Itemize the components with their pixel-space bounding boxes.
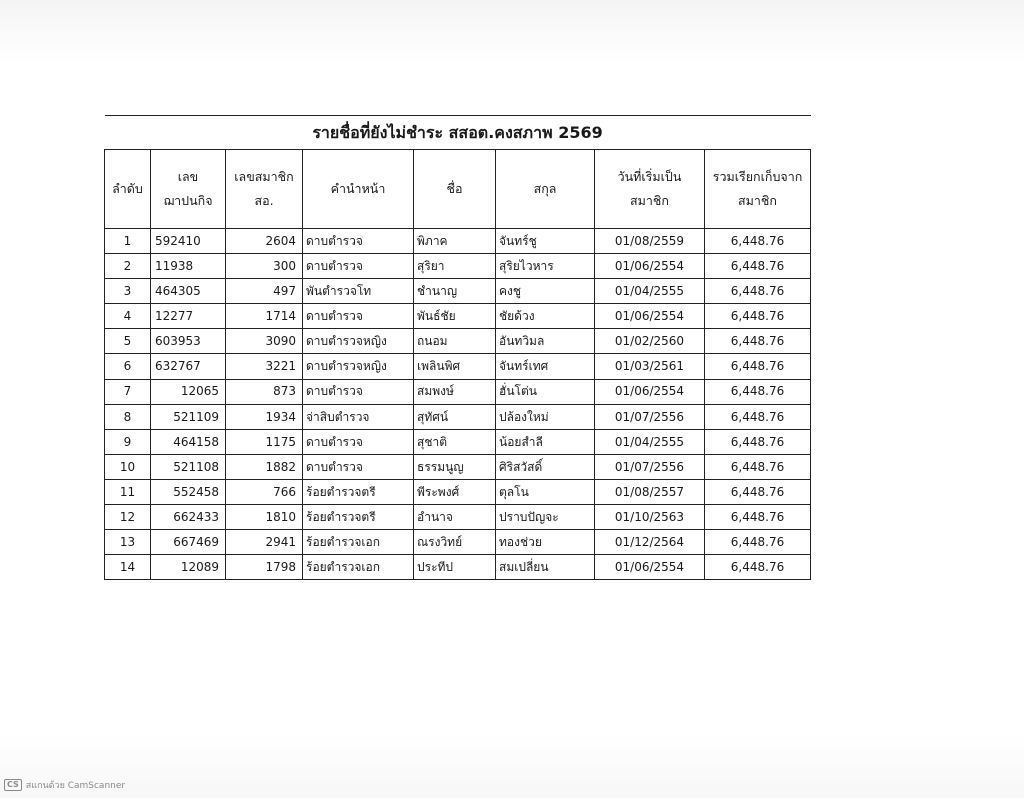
cell-last-name: ปราบปัญจะ xyxy=(496,505,595,530)
cell-rank: ดาบตำรวจหญิง xyxy=(303,329,414,354)
cell-first-name: ชำนาญ xyxy=(414,279,496,304)
table-row xyxy=(105,304,811,329)
table-row xyxy=(105,329,811,354)
table-title: รายชื่อที่ยังไม่ชำระ สสอต.คงสภาพ 2569 xyxy=(105,116,811,150)
table-row xyxy=(105,379,811,404)
cell-member: 1175 xyxy=(226,429,303,454)
cell-member: 1810 xyxy=(226,505,303,530)
header-index: ลำดับ xyxy=(105,150,151,229)
cell-first-name: ถนอม xyxy=(414,329,496,354)
camscanner-text: สแกนด้วย CamScanner xyxy=(25,781,126,791)
cell-index: 4 xyxy=(105,304,151,329)
cell-index: 7 xyxy=(105,379,151,404)
cell-start-date: 01/03/2561 xyxy=(595,354,705,379)
cell-total: 6,448.76 xyxy=(705,329,811,354)
header-total: รวมเรียกเก็บจากสมาชิก xyxy=(705,150,811,229)
cell-last-name: อันทวิมล xyxy=(496,329,595,354)
cell-start-date: 01/12/2564 xyxy=(595,530,705,555)
cell-index: 12 xyxy=(105,505,151,530)
cell-member: 3221 xyxy=(226,354,303,379)
cell-index: 6 xyxy=(105,354,151,379)
cell-last-name: น้อยสำลี xyxy=(496,429,595,454)
cell-account: 12277 xyxy=(151,304,226,329)
cell-member: 873 xyxy=(226,379,303,404)
cell-total: 6,448.76 xyxy=(705,555,811,580)
cell-first-name: พิภาค xyxy=(414,229,496,254)
cell-start-date: 01/06/2554 xyxy=(595,254,705,279)
cell-start-date: 01/07/2556 xyxy=(595,404,705,429)
cell-start-date: 01/06/2554 xyxy=(595,379,705,404)
camscanner-logo-icon: CS xyxy=(4,779,22,791)
header-member: เลขสมาชิก สอ. xyxy=(226,150,303,229)
cell-rank: ดาบตำรวจ xyxy=(303,254,414,279)
cell-member: 1798 xyxy=(226,555,303,580)
cell-rank: พันตำรวจโท xyxy=(303,279,414,304)
table-row xyxy=(105,254,811,279)
cell-rank: จ่าสิบตำรวจ xyxy=(303,404,414,429)
cell-account: 12089 xyxy=(151,555,226,580)
cell-account: 521109 xyxy=(151,404,226,429)
cell-account: 603953 xyxy=(151,329,226,354)
cell-first-name: สุชาติ xyxy=(414,429,496,454)
header-account: เลขฌาปนกิจ xyxy=(151,150,226,229)
cell-member: 1934 xyxy=(226,404,303,429)
header-last-name: สกุล xyxy=(496,150,595,229)
cell-last-name: จันทร์เทศ xyxy=(496,354,595,379)
cell-account: 662433 xyxy=(151,505,226,530)
table-row xyxy=(105,505,811,530)
cell-index: 8 xyxy=(105,404,151,429)
cell-member: 766 xyxy=(226,479,303,504)
cell-last-name: จันทร์ชู xyxy=(496,229,595,254)
cell-index: 10 xyxy=(105,454,151,479)
cell-rank: ร้อยตำรวจตรี xyxy=(303,505,414,530)
unpaid-members-table-container xyxy=(104,115,810,580)
table-row xyxy=(105,354,811,379)
cell-index: 13 xyxy=(105,530,151,555)
cell-rank: ร้อยตำรวจเอก xyxy=(303,555,414,580)
table-row xyxy=(105,279,811,304)
header-first-name: ชื่อ xyxy=(414,150,496,229)
cell-account: 464305 xyxy=(151,279,226,304)
table-row xyxy=(105,229,811,254)
cell-start-date: 01/02/2560 xyxy=(595,329,705,354)
cell-index: 3 xyxy=(105,279,151,304)
cell-total: 6,448.76 xyxy=(705,530,811,555)
cell-first-name: สมพงษ์ xyxy=(414,379,496,404)
table-row xyxy=(105,429,811,454)
cell-member: 2604 xyxy=(226,229,303,254)
cell-first-name: สุทัศน์ xyxy=(414,404,496,429)
cell-rank: ร้อยตำรวจเอก xyxy=(303,530,414,555)
table-row xyxy=(105,530,811,555)
cell-rank: ดาบตำรวจ xyxy=(303,379,414,404)
cell-account: 552458 xyxy=(151,479,226,504)
cell-total: 6,448.76 xyxy=(705,429,811,454)
cell-total: 6,448.76 xyxy=(705,479,811,504)
cell-first-name: พันธ์ชัย xyxy=(414,304,496,329)
cell-account: 12065 xyxy=(151,379,226,404)
header-start-date: วันที่เริ่มเป็นสมาชิก xyxy=(595,150,705,229)
cell-start-date: 01/06/2554 xyxy=(595,304,705,329)
unpaid-members-table xyxy=(104,115,811,580)
cell-total: 6,448.76 xyxy=(705,404,811,429)
cell-member: 3090 xyxy=(226,329,303,354)
cell-index: 2 xyxy=(105,254,151,279)
cell-account: 667469 xyxy=(151,530,226,555)
cell-start-date: 01/04/2555 xyxy=(595,429,705,454)
cell-index: 9 xyxy=(105,429,151,454)
cell-member: 300 xyxy=(226,254,303,279)
cell-index: 5 xyxy=(105,329,151,354)
cell-total: 6,448.76 xyxy=(705,354,811,379)
cell-rank: ร้อยตำรวจตรี xyxy=(303,479,414,504)
cell-first-name: ณรงวิทย์ xyxy=(414,530,496,555)
cell-rank: ดาบตำรวจ xyxy=(303,429,414,454)
cell-start-date: 01/06/2554 xyxy=(595,555,705,580)
table-row xyxy=(105,555,811,580)
cell-start-date: 01/07/2556 xyxy=(595,454,705,479)
cell-first-name: เพลินพิศ xyxy=(414,354,496,379)
camscanner-watermark xyxy=(4,778,125,792)
cell-total: 6,448.76 xyxy=(705,304,811,329)
cell-account: 632767 xyxy=(151,354,226,379)
cell-last-name: ฮั่นโต่น xyxy=(496,379,595,404)
cell-last-name: สมเปลี่ยน xyxy=(496,555,595,580)
header-row xyxy=(105,150,811,229)
cell-last-name: ทองช่วย xyxy=(496,530,595,555)
cell-first-name: พีระพงศ์ xyxy=(414,479,496,504)
cell-index: 11 xyxy=(105,479,151,504)
cell-last-name: ศิริสวัสดิ์ xyxy=(496,454,595,479)
cell-rank: ดาบตำรวจ xyxy=(303,454,414,479)
cell-account: 592410 xyxy=(151,229,226,254)
cell-index: 1 xyxy=(105,229,151,254)
cell-member: 2941 xyxy=(226,530,303,555)
cell-last-name: สุริยไวหาร xyxy=(496,254,595,279)
cell-member: 1882 xyxy=(226,454,303,479)
header-rank: คำนำหน้า xyxy=(303,150,414,229)
cell-total: 6,448.76 xyxy=(705,254,811,279)
cell-last-name: ตุลโน xyxy=(496,479,595,504)
cell-total: 6,448.76 xyxy=(705,454,811,479)
cell-last-name: ชัยด้วง xyxy=(496,304,595,329)
table-row xyxy=(105,454,811,479)
cell-account: 521108 xyxy=(151,454,226,479)
cell-start-date: 01/04/2555 xyxy=(595,279,705,304)
cell-rank: ดาบตำรวจ xyxy=(303,229,414,254)
cell-last-name: คงชู xyxy=(496,279,595,304)
cell-rank: ดาบตำรวจหญิง xyxy=(303,354,414,379)
table-row xyxy=(105,479,811,504)
cell-first-name: ธรรมนูญ xyxy=(414,454,496,479)
cell-account: 11938 xyxy=(151,254,226,279)
cell-start-date: 01/08/2557 xyxy=(595,479,705,504)
cell-start-date: 01/10/2563 xyxy=(595,505,705,530)
cell-index: 14 xyxy=(105,555,151,580)
cell-first-name: อำนาจ xyxy=(414,505,496,530)
cell-member: 1714 xyxy=(226,304,303,329)
cell-first-name: สุริยา xyxy=(414,254,496,279)
cell-rank: ดาบตำรวจ xyxy=(303,304,414,329)
cell-total: 6,448.76 xyxy=(705,279,811,304)
cell-account: 464158 xyxy=(151,429,226,454)
cell-last-name: ปล้องใหม่ xyxy=(496,404,595,429)
cell-total: 6,448.76 xyxy=(705,505,811,530)
cell-first-name: ประทีป xyxy=(414,555,496,580)
cell-member: 497 xyxy=(226,279,303,304)
cell-total: 6,448.76 xyxy=(705,229,811,254)
table-row xyxy=(105,404,811,429)
cell-start-date: 01/08/2559 xyxy=(595,229,705,254)
cell-total: 6,448.76 xyxy=(705,379,811,404)
